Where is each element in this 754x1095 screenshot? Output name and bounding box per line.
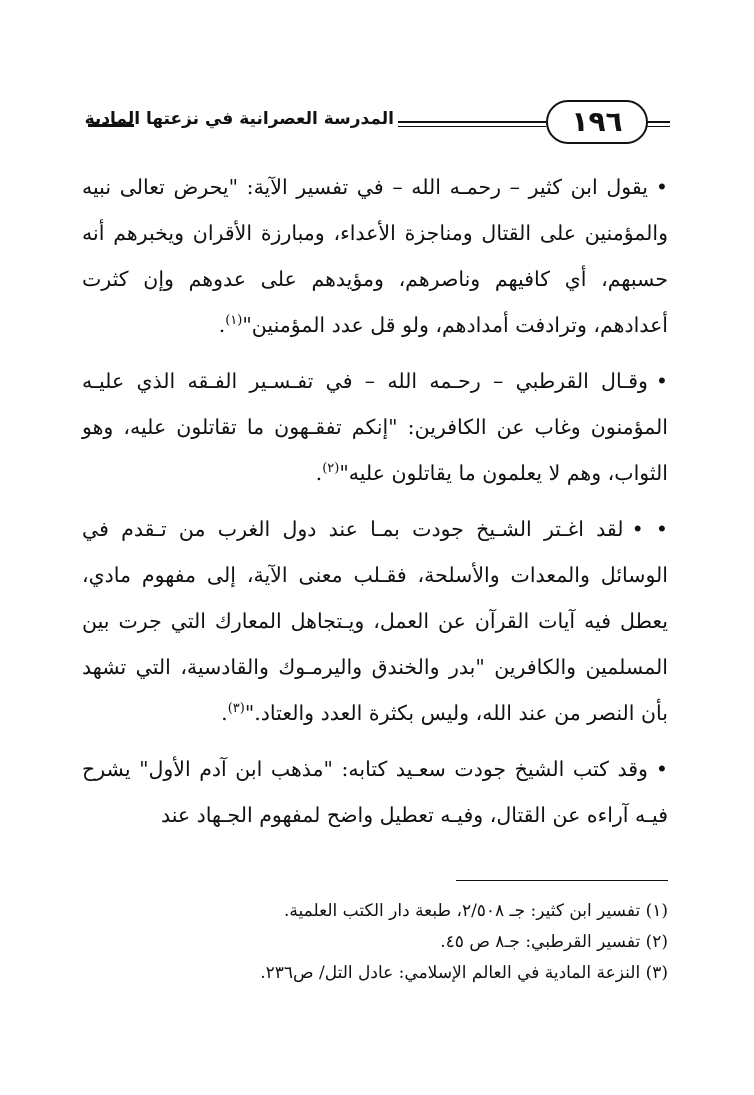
paragraph-end: . [221,701,228,725]
bullet-icon: • • [631,517,669,541]
paragraph-ibn-kathir [82,164,668,348]
paragraph-text: وقـال القرطبي – رحـمه الله – في تفـسـير الفـقه الذي عليـه المؤمنون وغاب عن الكافرين: "إنكم تفقـهون ما تقاتلون عليه، وهو الثواب، وهم لا يعلمون ما يقاتلون عليه" [82,369,668,485]
footnote-1: (١) تفسير ابن كثير: جـ ٢/٥٠٨، طبعة دار الكتب العلمية. [284,901,668,921]
running-title: المدرسة العصرانية في نزعتها المادية [84,109,394,129]
body-text [82,164,668,848]
paragraph-text: يقول ابن كثير – رحمـه الله – في تفسير الآية: "يحرض تعالى نبيه والمؤمنين على القتال ومناجزة الأعداء، ومبارزة الأقران ويخبرهم أنه حسبهم، أي كافيهم وناصرهم، ومؤيدهم على عدوهم وإن كثرت أعدادهم، وترادفت أمدادهم، ولو قل عدد المؤمنين" [82,175,668,337]
page-header [84,100,670,144]
paragraph-qurtubi [82,358,668,496]
footnote-2: (٢) تفسير القرطبي: جـ٨ ص ٤٥. [440,932,668,952]
page-number: ١٩٦ [546,100,648,144]
footnote-reference[interactable]: (٣) [227,701,245,717]
bullet-icon: • [655,757,668,781]
footnote-reference[interactable]: (١) [225,313,243,329]
paragraph-jawdat-critique [82,506,668,736]
footnote-divider [456,880,668,881]
footnote-3: (٣) النزعة المادية في العالم الإسلامي: عادل التل/ ص٢٣٦. [260,963,668,983]
bullet-icon: • [655,369,668,393]
paragraph-jawdat-book [82,746,668,838]
bullet-icon: • [655,175,668,199]
paragraph-text: وقد كتب الشيخ جودت سعـيد كتابه: "مذهب ابن آدم الأول" يشرح فيـه آراءه عن القتال، وفيـه تعطيل واضح لمفهوم الجـهاد عند [82,757,668,827]
paragraph-end: . [218,313,226,337]
footnote-reference[interactable]: (٢) [322,461,340,477]
header-rule-middle [398,121,546,123]
paragraph-text: لقد اغـتر الشـيخ جودت بمـا عند دول الغرب من تـقدم في الوسائل والمعدات والأسلحة، فقـلب معنى الآية، إلى مفهوم مادي، يعطل فيه آيات القرآن عن العمل، ويـتجاهل المعارك التي جرت بين المسلمين والكافرين "بدر والخندق واليرمـوك والقادسية، التي تشهد بأن النصر من عند الله، وليس بكثرة العدد والعتاد." [82,517,668,725]
paragraph-end: . [315,461,323,485]
footnotes [82,896,668,989]
